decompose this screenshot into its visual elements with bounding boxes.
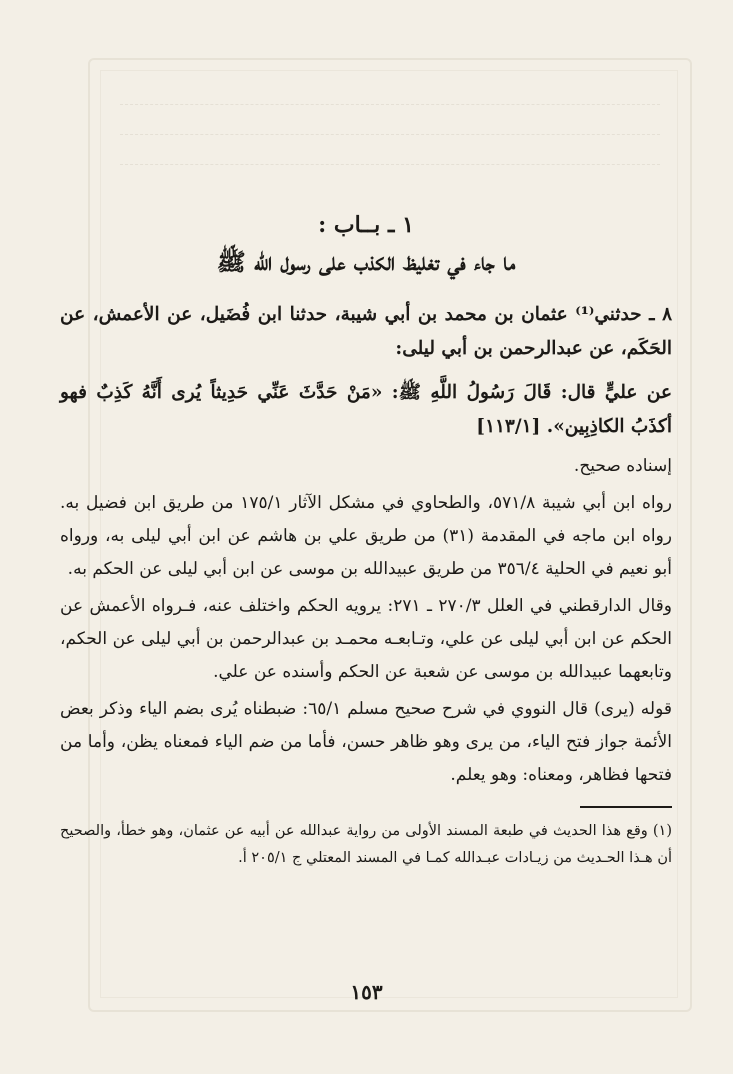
- footnote-separator: [580, 806, 672, 808]
- hadith-isnad: ٨ ـ حدثني⁽¹⁾ عثمان بن محمد بن أبي شيبة، حدثنا ابن فُضَيل، عن الأعمش، عن الحَكَم، عن عبدالرحمن بن أبي ليلى:: [60, 304, 672, 359]
- bleed-through-line: [120, 164, 660, 177]
- chapter-title: ما جاء في تغليظ الكذب على رسول الله ﷺ: [216, 247, 516, 276]
- hadith-text: عن عليٍّ قال: قَالَ رَسُولُ اللَّهِ ﷺ: «مَنْ حَدَّثَ عَنِّي حَدِيثاً يُرى أَنَّهُ كَذِبٌ فهو أكذَبُ الكاذِبِين».: [60, 382, 672, 437]
- bleed-through-line: [120, 134, 660, 147]
- hadith-matn: [60, 376, 672, 444]
- chapter-number: ١ ـ بــاب :: [318, 212, 414, 238]
- bleed-through-line: [120, 104, 660, 117]
- footnote: (١) وقع هذا الحديث في طبعة المسند الأولى من رواية عبدالله عن أبيه عن عثمان، وهو خطأ، والصحيح أن هـذا الحـديث من زيـادات عبـدالله كمـا في المسند المعتلي ج ٢٠٥/١ أ.: [60, 823, 672, 866]
- page-number: ١٥٣: [350, 980, 383, 1004]
- takhrij-paragraph: وقال الدارقطني في العلل ٢٧٠/٣ ـ ٢٧١: يرويه الحكم واختلف عنه، فـرواه الأعمش عن الحكم عن ابن أبي ليلى عن علي، وتـابعـه محمـد بن عبدالرحمن بن أبي ليلى عن الحكم، وتابعهما عبيدالله بن موسى عن شعبة عن الحكم وأسنده عن علي.: [60, 596, 673, 682]
- takhrij-grade: إسناده صحيح.: [573, 456, 672, 476]
- takhrij-paragraph: قوله (يرى) قال النووي في شرح صحيح مسلم ٦٥/١: ضبطناه يُرى بضم الياء وذكر بعض الأئمة جواز فتح الياء، من يرى وهو ظاهر حسن، فأما من ضم الياء فمعناه يظن، وأما من فتحها فظاهر، ومعناه: وهو يعلم.: [60, 699, 672, 785]
- takhrij-paragraph: رواه ابن أبي شيبة ٥٧١/٨، والطحاوي في مشكل الآثار ١٧٥/١ من طريق ابن فضيل به. رواه ابن ماجه في المقدمة (٣١) من طريق علي بن هاشم عن ابن أبي ليلى به، ورواه أبو نعيم في الحلية ٣٥٦/٤ من طريق عبيدالله بن موسى عن ابن أبي ليلى عن الحكم به.: [60, 493, 672, 579]
- page-content: [60, 208, 672, 872]
- hadith-reference: [١١٣/١]: [476, 416, 541, 437]
